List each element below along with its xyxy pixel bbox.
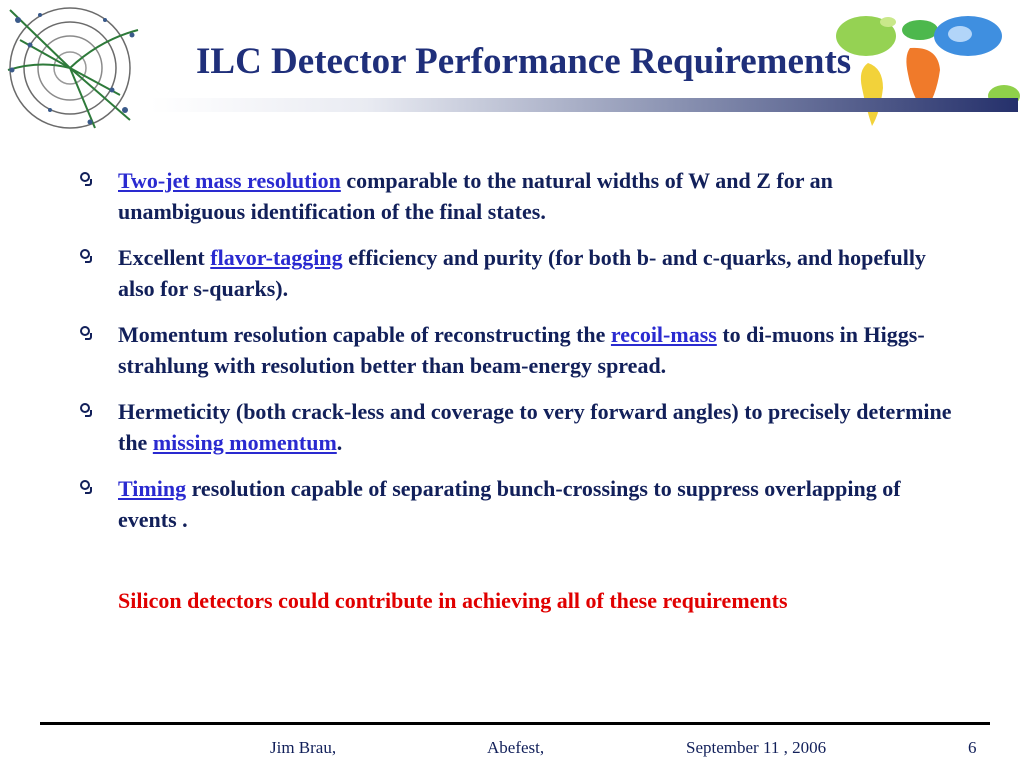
bullet-item: [80, 396, 960, 458]
slide-title: ILC Detector Performance Requirements: [196, 41, 852, 82]
detector-event-display-icon: [0, 0, 150, 140]
bullet-marker-icon: [80, 172, 90, 182]
requirements-list: [80, 165, 960, 550]
missing-momentum-link[interactable]: missing momentum: [152, 430, 337, 455]
footer-date: September 11 , 2006: [686, 738, 827, 757]
bullet-item: [80, 319, 960, 381]
recoil-mass-link[interactable]: recoil-mass: [610, 322, 717, 347]
bullet-text: Hermeticity (both crack-less and coverage to very forward angles) to precisely determine the: [118, 399, 952, 455]
footer-divider: [40, 722, 990, 725]
bullet-text: .: [336, 430, 343, 455]
bullet-text: comparable to the natural widths of W and Z for an unambiguous identification of the final states.: [118, 168, 833, 224]
bullet-item: [80, 242, 960, 304]
bullet-text: Excellent: [118, 245, 211, 270]
flavor-tagging-link[interactable]: flavor-tagging: [210, 245, 343, 270]
footer-author: Jim Brau,: [270, 738, 337, 757]
timing-link[interactable]: Timing: [118, 476, 187, 501]
bullet-marker-icon: [80, 480, 90, 490]
bullet-marker-icon: [80, 326, 90, 336]
bullet-text: to di-muons in Higgs-strahlung with resolution better than beam-energy spread.: [118, 322, 925, 378]
footer-event: Abefest,: [487, 738, 545, 757]
bullet-marker-icon: [80, 249, 90, 259]
two-jet-mass-resolution-link[interactable]: Two-jet mass resolution: [118, 168, 341, 193]
conclusion-statement: Silicon detectors could contribute in achieving all of these requirements: [118, 588, 788, 613]
bullet-marker-icon: [80, 403, 90, 413]
title-underline-bar: [150, 98, 1018, 112]
bullet-text: efficiency and purity (for both b- and c-quarks, and hopefully also for s-quarks).: [118, 245, 926, 301]
bullet-item: [80, 165, 960, 227]
bullet-item: [80, 473, 960, 535]
world-map-icon: [828, 8, 1024, 133]
footer-page-number: 6: [968, 738, 977, 757]
bullet-text: Momentum resolution capable of reconstructing the: [118, 322, 611, 347]
bullet-text: resolution capable of separating bunch-crossings to suppress overlapping of events .: [118, 476, 901, 532]
